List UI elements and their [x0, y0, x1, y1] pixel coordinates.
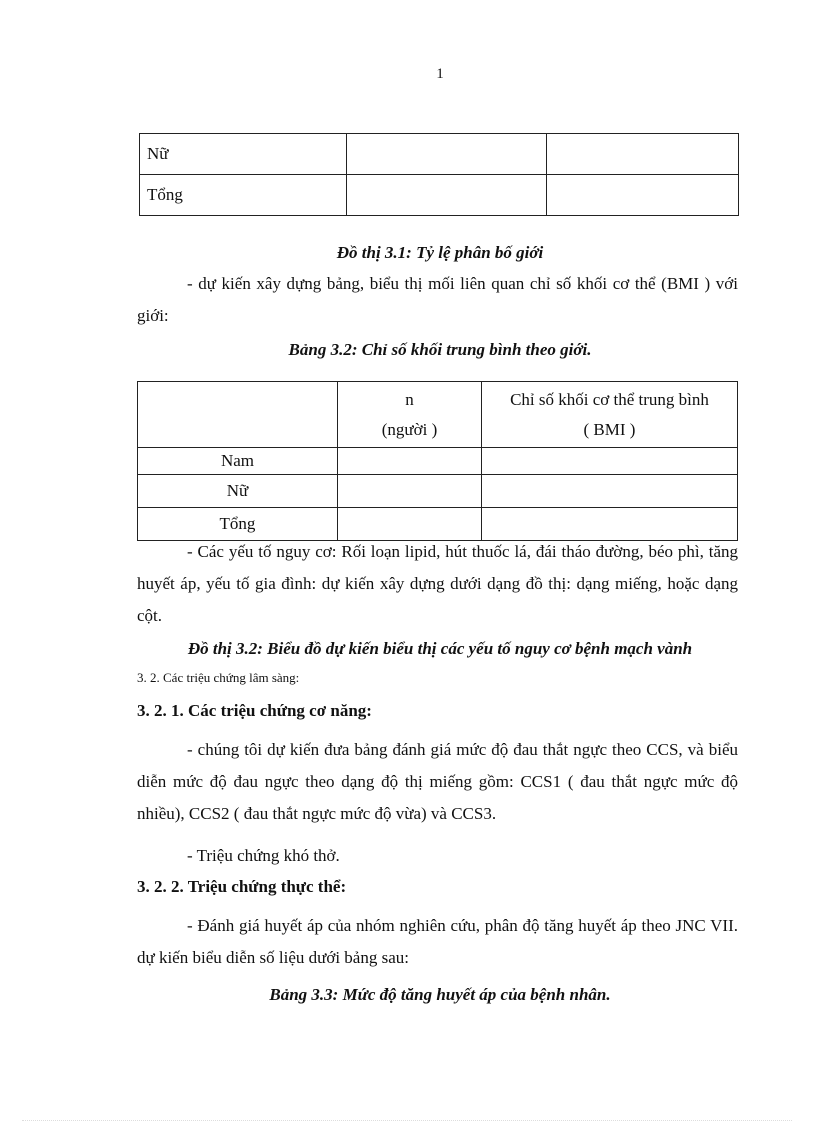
- bmi-by-gender-table: [137, 381, 738, 541]
- row-label: Tổng: [138, 508, 338, 541]
- section-heading-3-2-1: 3. 2. 1. Các triệu chứng cơ năng:: [137, 701, 372, 720]
- table-row: [138, 475, 738, 508]
- table-row: [140, 134, 739, 175]
- table-header-row: [138, 382, 738, 448]
- row-label: Nữ: [140, 134, 347, 175]
- gender-distribution-table: [139, 133, 739, 216]
- paragraph-blood-pressure: - Đánh giá huyết áp của nhóm nghiên cứu, phân độ tăng huyết áp theo JNC VII. dự kiến biểu diễn số liệu dưới bảng sau:: [137, 916, 738, 967]
- header-n-unit: (người ): [381, 419, 438, 439]
- section-heading-3-2: 3. 2. Các triệu chứng lâm sàng:: [137, 670, 300, 685]
- table-row: [140, 175, 739, 216]
- table-cell: [338, 475, 482, 508]
- table-cell: [347, 175, 547, 216]
- paragraph-risk-factors: - Các yếu tố nguy cơ: Rối loạn lipid, hút thuốc lá, đái tháo đường, béo phì, tăng huyết áp, yếu tố gia đình: dự kiến xây dựng dưới dạng đồ thị: dạng miếng, hoặc dạng cột.: [137, 542, 738, 625]
- row-label: Tổng: [140, 175, 347, 216]
- section-heading-3-2-2: 3. 2. 2. Triệu chứng thực thể:: [137, 877, 347, 896]
- page-number: 1: [436, 66, 444, 82]
- paragraph-dyspnea: - Triệu chứng khó thở.: [187, 846, 340, 865]
- header-n-label: n: [405, 389, 414, 409]
- header-bmi-label: Chỉ số khối cơ thể trung bình: [510, 389, 709, 409]
- header-n: [338, 382, 482, 448]
- table-cell: [547, 175, 739, 216]
- table-caption-3-3: Bảng 3.3: Mức độ tăng huyết áp của bệnh nhân.: [269, 985, 611, 1004]
- table-caption-3-2: Bảng 3.2: Chỉ số khối trung bình theo giới.: [288, 340, 592, 359]
- paragraph-symptoms: - chúng tôi dự kiến đưa bảng đánh giá mức độ đau thắt ngực theo CCS, và biểu diễn mức độ đau ngực theo dạng độ thị miếng gồm: CCS1 ( đau thắt ngực mức độ nhiều), CCS2 ( đau thắt ngực mức độ vừa) và CCS3.: [137, 740, 738, 823]
- table-cell: [347, 134, 547, 175]
- table-row: [138, 448, 738, 475]
- header-bmi-unit: ( BMI ): [583, 419, 636, 439]
- row-label: Nam: [138, 448, 338, 475]
- header-empty-cell: [138, 382, 338, 448]
- table-cell: [338, 448, 482, 475]
- table-cell: [482, 475, 738, 508]
- chart-caption-3-1: Đồ thị 3.1: Tỷ lệ phân bố giới: [336, 243, 544, 262]
- chart-caption-3-2: Đồ thị 3.2: Biểu đồ dự kiến biểu thị các yếu tố nguy cơ bệnh mạch vành: [187, 639, 693, 658]
- header-bmi: [482, 382, 738, 448]
- paragraph-bmi-intro: - dự kiến xây dựng bảng, biểu thị mối liên quan chỉ số khối cơ thể (BMI ) với giới:: [137, 274, 738, 325]
- page-edge-divider: [22, 1120, 792, 1121]
- table-cell: [482, 448, 738, 475]
- table-cell: [547, 134, 739, 175]
- row-label: Nữ: [138, 475, 338, 508]
